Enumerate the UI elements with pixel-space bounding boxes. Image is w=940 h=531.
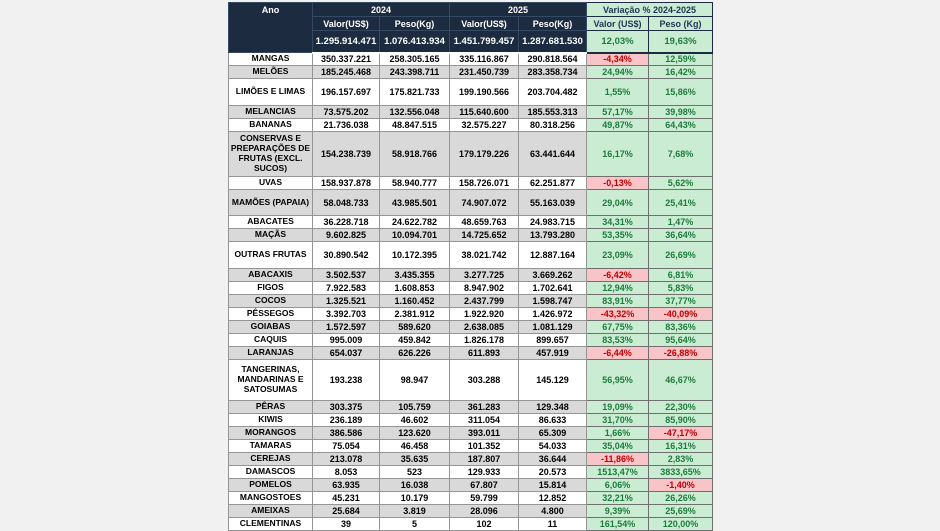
total-peso-2024: 1.076.413.934	[380, 31, 450, 53]
product-name-cell: GOIABAS	[229, 321, 313, 334]
table-row	[229, 132, 713, 177]
product-name-cell: PÊRAS	[229, 401, 313, 414]
table-row	[229, 308, 713, 321]
value-cell: 36.644	[519, 453, 587, 466]
variation-cell: 83,36%	[649, 321, 713, 334]
value-cell: 899.657	[519, 334, 587, 347]
value-cell: 80.318.256	[519, 119, 587, 132]
value-cell: 74.907.072	[450, 190, 519, 216]
value-cell: 179.179.226	[450, 132, 519, 177]
product-name-cell: ABACATES	[229, 216, 313, 229]
product-name-cell: MANGAS	[229, 53, 313, 66]
header-group-2024: 2024	[313, 3, 450, 17]
table-row	[229, 492, 713, 505]
product-name-cell: CAQUIS	[229, 334, 313, 347]
variation-cell: 37,77%	[649, 295, 713, 308]
value-cell: 243.398.711	[380, 66, 450, 79]
value-cell: 196.157.697	[313, 79, 380, 106]
product-name-cell: LARANJAS	[229, 347, 313, 360]
subheader-peso-2025: Peso(Kg)	[519, 17, 587, 31]
table-row	[229, 334, 713, 347]
product-name-cell: LIMÕES E LIMAS	[229, 79, 313, 106]
subheader-variation-valor: Valor (US$)	[587, 17, 649, 31]
table-body	[229, 53, 713, 531]
variation-cell: 29,04%	[587, 190, 649, 216]
table-row	[229, 518, 713, 531]
subheader-peso-2024: Peso(Kg)	[380, 17, 450, 31]
value-cell: 311.054	[450, 414, 519, 427]
table-row	[229, 282, 713, 295]
variation-cell: 32,21%	[587, 492, 649, 505]
value-cell: 67.807	[450, 479, 519, 492]
table-row	[229, 190, 713, 216]
table-row	[229, 466, 713, 479]
variation-cell: 16,42%	[649, 66, 713, 79]
variation-cell: -1,40%	[649, 479, 713, 492]
value-cell: 1.702.641	[519, 282, 587, 295]
table-row	[229, 505, 713, 518]
value-cell: 54.033	[519, 440, 587, 453]
value-cell: 1.598.747	[519, 295, 587, 308]
value-cell: 98.947	[380, 360, 450, 401]
value-cell: 1.922.920	[450, 308, 519, 321]
value-cell: 611.893	[450, 347, 519, 360]
table-row	[229, 347, 713, 360]
value-cell: 132.556.048	[380, 106, 450, 119]
table-row	[229, 295, 713, 308]
table-row	[229, 479, 713, 492]
variation-cell: 85,90%	[649, 414, 713, 427]
value-cell: 11	[519, 518, 587, 531]
product-name-cell: BANANAS	[229, 119, 313, 132]
variation-cell: 6,81%	[649, 269, 713, 282]
table-row	[229, 401, 713, 414]
value-cell: 1.325.521	[313, 295, 380, 308]
value-cell: 10.094.701	[380, 229, 450, 242]
value-cell: 1.081.129	[519, 321, 587, 334]
table-row	[229, 177, 713, 190]
table-row	[229, 269, 713, 282]
value-cell: 58.048.733	[313, 190, 380, 216]
value-cell: 63.441.644	[519, 132, 587, 177]
variation-cell: 12,59%	[649, 53, 713, 66]
table-row	[229, 360, 713, 401]
value-cell: 995.009	[313, 334, 380, 347]
variation-cell: 25,69%	[649, 505, 713, 518]
value-cell: 65.309	[519, 427, 587, 440]
table-row	[229, 66, 713, 79]
value-cell: 59.799	[450, 492, 519, 505]
variation-cell: 5,62%	[649, 177, 713, 190]
variation-cell: -26,88%	[649, 347, 713, 360]
total-variation-valor: 12,03%	[587, 31, 649, 53]
value-cell: 2.381.912	[380, 308, 450, 321]
value-cell: 3.669.262	[519, 269, 587, 282]
value-cell: 303.375	[313, 401, 380, 414]
value-cell: 73.575.202	[313, 106, 380, 119]
product-name-cell: POMELOS	[229, 479, 313, 492]
table-row	[229, 106, 713, 119]
product-name-cell: KIWIS	[229, 414, 313, 427]
variation-cell: 39,98%	[649, 106, 713, 119]
value-cell: 48.847.515	[380, 119, 450, 132]
variation-cell: 26,69%	[649, 242, 713, 269]
value-cell: 2.638.085	[450, 321, 519, 334]
variation-cell: -0,13%	[587, 177, 649, 190]
product-name-cell: UVAS	[229, 177, 313, 190]
variation-cell: 24,94%	[587, 66, 649, 79]
product-name-cell: MANGOSTOES	[229, 492, 313, 505]
product-name-cell: ABACAXIS	[229, 269, 313, 282]
value-cell: 25.684	[313, 505, 380, 518]
value-cell: 154.238.739	[313, 132, 380, 177]
variation-cell: 46,67%	[649, 360, 713, 401]
value-cell: 24.983.715	[519, 216, 587, 229]
variation-cell: 3833,65%	[649, 466, 713, 479]
variation-cell: -6,42%	[587, 269, 649, 282]
subheader-valor-2024: Valor(US$)	[313, 17, 380, 31]
value-cell: 12.887.164	[519, 242, 587, 269]
value-cell: 32.575.227	[450, 119, 519, 132]
value-cell: 58.918.766	[380, 132, 450, 177]
variation-cell: 49,87%	[587, 119, 649, 132]
value-cell: 3.819	[380, 505, 450, 518]
value-cell: 1.608.853	[380, 282, 450, 295]
value-cell: 36.228.718	[313, 216, 380, 229]
table-row	[229, 216, 713, 229]
value-cell: 386.586	[313, 427, 380, 440]
value-cell: 62.251.877	[519, 177, 587, 190]
value-cell: 16.038	[380, 479, 450, 492]
table-row	[229, 79, 713, 106]
value-cell: 4.800	[519, 505, 587, 518]
value-cell: 350.337.221	[313, 53, 380, 66]
value-cell: 231.450.739	[450, 66, 519, 79]
variation-cell: 83,53%	[587, 334, 649, 347]
value-cell: 459.842	[380, 334, 450, 347]
value-cell: 187.807	[450, 453, 519, 466]
variation-cell: 25,41%	[649, 190, 713, 216]
value-cell: 105.759	[380, 401, 450, 414]
table-row	[229, 242, 713, 269]
value-cell: 14.725.652	[450, 229, 519, 242]
value-cell: 203.704.482	[519, 79, 587, 106]
value-cell: 457.919	[519, 347, 587, 360]
value-cell: 12.852	[519, 492, 587, 505]
variation-cell: 22,30%	[649, 401, 713, 414]
value-cell: 283.358.734	[519, 66, 587, 79]
value-cell: 38.021.742	[450, 242, 519, 269]
value-cell: 589.620	[380, 321, 450, 334]
variation-cell: 1,47%	[649, 216, 713, 229]
table-row	[229, 440, 713, 453]
header-year-column: Ano	[229, 3, 313, 53]
value-cell: 626.226	[380, 347, 450, 360]
value-cell: 175.821.733	[380, 79, 450, 106]
variation-cell: 2,83%	[649, 453, 713, 466]
value-cell: 123.620	[380, 427, 450, 440]
value-cell: 30.890.542	[313, 242, 380, 269]
value-cell: 393.011	[450, 427, 519, 440]
product-name-cell: CEREJAS	[229, 453, 313, 466]
variation-cell: 6,06%	[587, 479, 649, 492]
value-cell: 10.179	[380, 492, 450, 505]
value-cell: 13.793.280	[519, 229, 587, 242]
value-cell: 8.053	[313, 466, 380, 479]
value-cell: 258.305.165	[380, 53, 450, 66]
variation-cell: 64,43%	[649, 119, 713, 132]
product-name-cell: AMEIXAS	[229, 505, 313, 518]
value-cell: 39	[313, 518, 380, 531]
value-cell: 5	[380, 518, 450, 531]
value-cell: 1.826.178	[450, 334, 519, 347]
total-valor-2024: 1.295.914.471	[313, 31, 380, 53]
value-cell: 3.435.355	[380, 269, 450, 282]
variation-cell: -43,32%	[587, 308, 649, 321]
variation-cell: 120,00%	[649, 518, 713, 531]
value-cell: 158.937.878	[313, 177, 380, 190]
variation-cell: 161,54%	[587, 518, 649, 531]
table-row	[229, 414, 713, 427]
value-cell: 28.096	[450, 505, 519, 518]
variation-cell: 12,94%	[587, 282, 649, 295]
variation-cell: 1513,47%	[587, 466, 649, 479]
value-cell: 46.458	[380, 440, 450, 453]
product-name-cell: DAMASCOS	[229, 466, 313, 479]
variation-cell: 16,17%	[587, 132, 649, 177]
variation-cell: 19,09%	[587, 401, 649, 414]
variation-cell: -6,44%	[587, 347, 649, 360]
variation-cell: 9,39%	[587, 505, 649, 518]
subheader-valor-2025: Valor(US$)	[450, 17, 519, 31]
total-valor-2025: 1.451.799.457	[450, 31, 519, 53]
value-cell: 58.940.777	[380, 177, 450, 190]
value-cell: 46.602	[380, 414, 450, 427]
value-cell: 213.078	[313, 453, 380, 466]
value-cell: 199.190.566	[450, 79, 519, 106]
value-cell: 15.814	[519, 479, 587, 492]
value-cell: 3.502.537	[313, 269, 380, 282]
variation-cell: 53,35%	[587, 229, 649, 242]
variation-cell: 35,04%	[587, 440, 649, 453]
variation-cell: 1,66%	[587, 427, 649, 440]
value-cell: 145.129	[519, 360, 587, 401]
variation-cell: 56,95%	[587, 360, 649, 401]
value-cell: 1.160.452	[380, 295, 450, 308]
product-name-cell: CONSERVAS E PREPARAÇÕES DE FRUTAS (EXCL. SUCOS)	[229, 132, 313, 177]
product-name-cell: COCOS	[229, 295, 313, 308]
variation-cell: 16,31%	[649, 440, 713, 453]
value-cell: 45.231	[313, 492, 380, 505]
value-cell: 129.933	[450, 466, 519, 479]
value-cell: 1.426.972	[519, 308, 587, 321]
value-cell: 335.116.867	[450, 53, 519, 66]
table-row	[229, 53, 713, 66]
value-cell: 8.947.902	[450, 282, 519, 295]
subheader-variation-peso: Peso (Kg)	[649, 17, 713, 31]
variation-cell: 31,70%	[587, 414, 649, 427]
value-cell: 193.238	[313, 360, 380, 401]
value-cell: 9.602.825	[313, 229, 380, 242]
table-row	[229, 453, 713, 466]
fruit-trade-report	[228, 2, 713, 531]
product-name-cell: MORANGOS	[229, 427, 313, 440]
value-cell: 2.437.799	[450, 295, 519, 308]
value-cell: 185.245.468	[313, 66, 380, 79]
header-group-2025: 2025	[450, 3, 587, 17]
value-cell: 158.726.071	[450, 177, 519, 190]
table-row	[229, 229, 713, 242]
variation-cell: 1,55%	[587, 79, 649, 106]
table-row	[229, 321, 713, 334]
product-name-cell: PÊSSEGOS	[229, 308, 313, 321]
value-cell: 10.172.395	[380, 242, 450, 269]
value-cell: 303.288	[450, 360, 519, 401]
variation-cell: 36,64%	[649, 229, 713, 242]
value-cell: 55.163.039	[519, 190, 587, 216]
product-name-cell: MAMÕES (PAPAIA)	[229, 190, 313, 216]
product-name-cell: MAÇÃS	[229, 229, 313, 242]
fruit-trade-table	[228, 2, 713, 531]
variation-cell: 95,64%	[649, 334, 713, 347]
variation-cell: 7,68%	[649, 132, 713, 177]
value-cell: 523	[380, 466, 450, 479]
value-cell: 654.037	[313, 347, 380, 360]
product-name-cell: MELANCIAS	[229, 106, 313, 119]
value-cell: 361.283	[450, 401, 519, 414]
table-row	[229, 427, 713, 440]
variation-cell: 26,26%	[649, 492, 713, 505]
value-cell: 86.633	[519, 414, 587, 427]
variation-cell: -40,09%	[649, 308, 713, 321]
value-cell: 35.635	[380, 453, 450, 466]
value-cell: 129.348	[519, 401, 587, 414]
variation-cell: 34,31%	[587, 216, 649, 229]
value-cell: 3.277.725	[450, 269, 519, 282]
value-cell: 290.818.564	[519, 53, 587, 66]
value-cell: 43.985.501	[380, 190, 450, 216]
value-cell: 115.640.600	[450, 106, 519, 119]
header-group-variation: Variação % 2024-2025	[587, 3, 713, 17]
variation-cell: 5,83%	[649, 282, 713, 295]
total-variation-peso: 19,63%	[649, 31, 713, 53]
product-name-cell: MELÕES	[229, 66, 313, 79]
variation-cell: 83,91%	[587, 295, 649, 308]
variation-cell: 15,86%	[649, 79, 713, 106]
variation-cell: 57,17%	[587, 106, 649, 119]
product-name-cell: FIGOS	[229, 282, 313, 295]
variation-cell: -11,86%	[587, 453, 649, 466]
value-cell: 3.392.703	[313, 308, 380, 321]
value-cell: 7.922.583	[313, 282, 380, 295]
value-cell: 101.352	[450, 440, 519, 453]
value-cell: 24.622.782	[380, 216, 450, 229]
variation-cell: 67,75%	[587, 321, 649, 334]
value-cell: 48.659.763	[450, 216, 519, 229]
value-cell: 63.935	[313, 479, 380, 492]
product-name-cell: TANGERINAS, MANDARINAS E SATOSUMAS	[229, 360, 313, 401]
value-cell: 21.736.038	[313, 119, 380, 132]
value-cell: 20.573	[519, 466, 587, 479]
variation-cell: 23,09%	[587, 242, 649, 269]
total-peso-2025: 1.287.681.530	[519, 31, 587, 53]
value-cell: 75.054	[313, 440, 380, 453]
variation-cell: -47,17%	[649, 427, 713, 440]
table-row	[229, 119, 713, 132]
value-cell: 1.572.597	[313, 321, 380, 334]
product-name-cell: OUTRAS FRUTAS	[229, 242, 313, 269]
variation-cell: -4,34%	[587, 53, 649, 66]
value-cell: 102	[450, 518, 519, 531]
value-cell: 236.189	[313, 414, 380, 427]
product-name-cell: TAMARAS	[229, 440, 313, 453]
value-cell: 185.553.313	[519, 106, 587, 119]
product-name-cell: CLEMENTINAS	[229, 518, 313, 531]
